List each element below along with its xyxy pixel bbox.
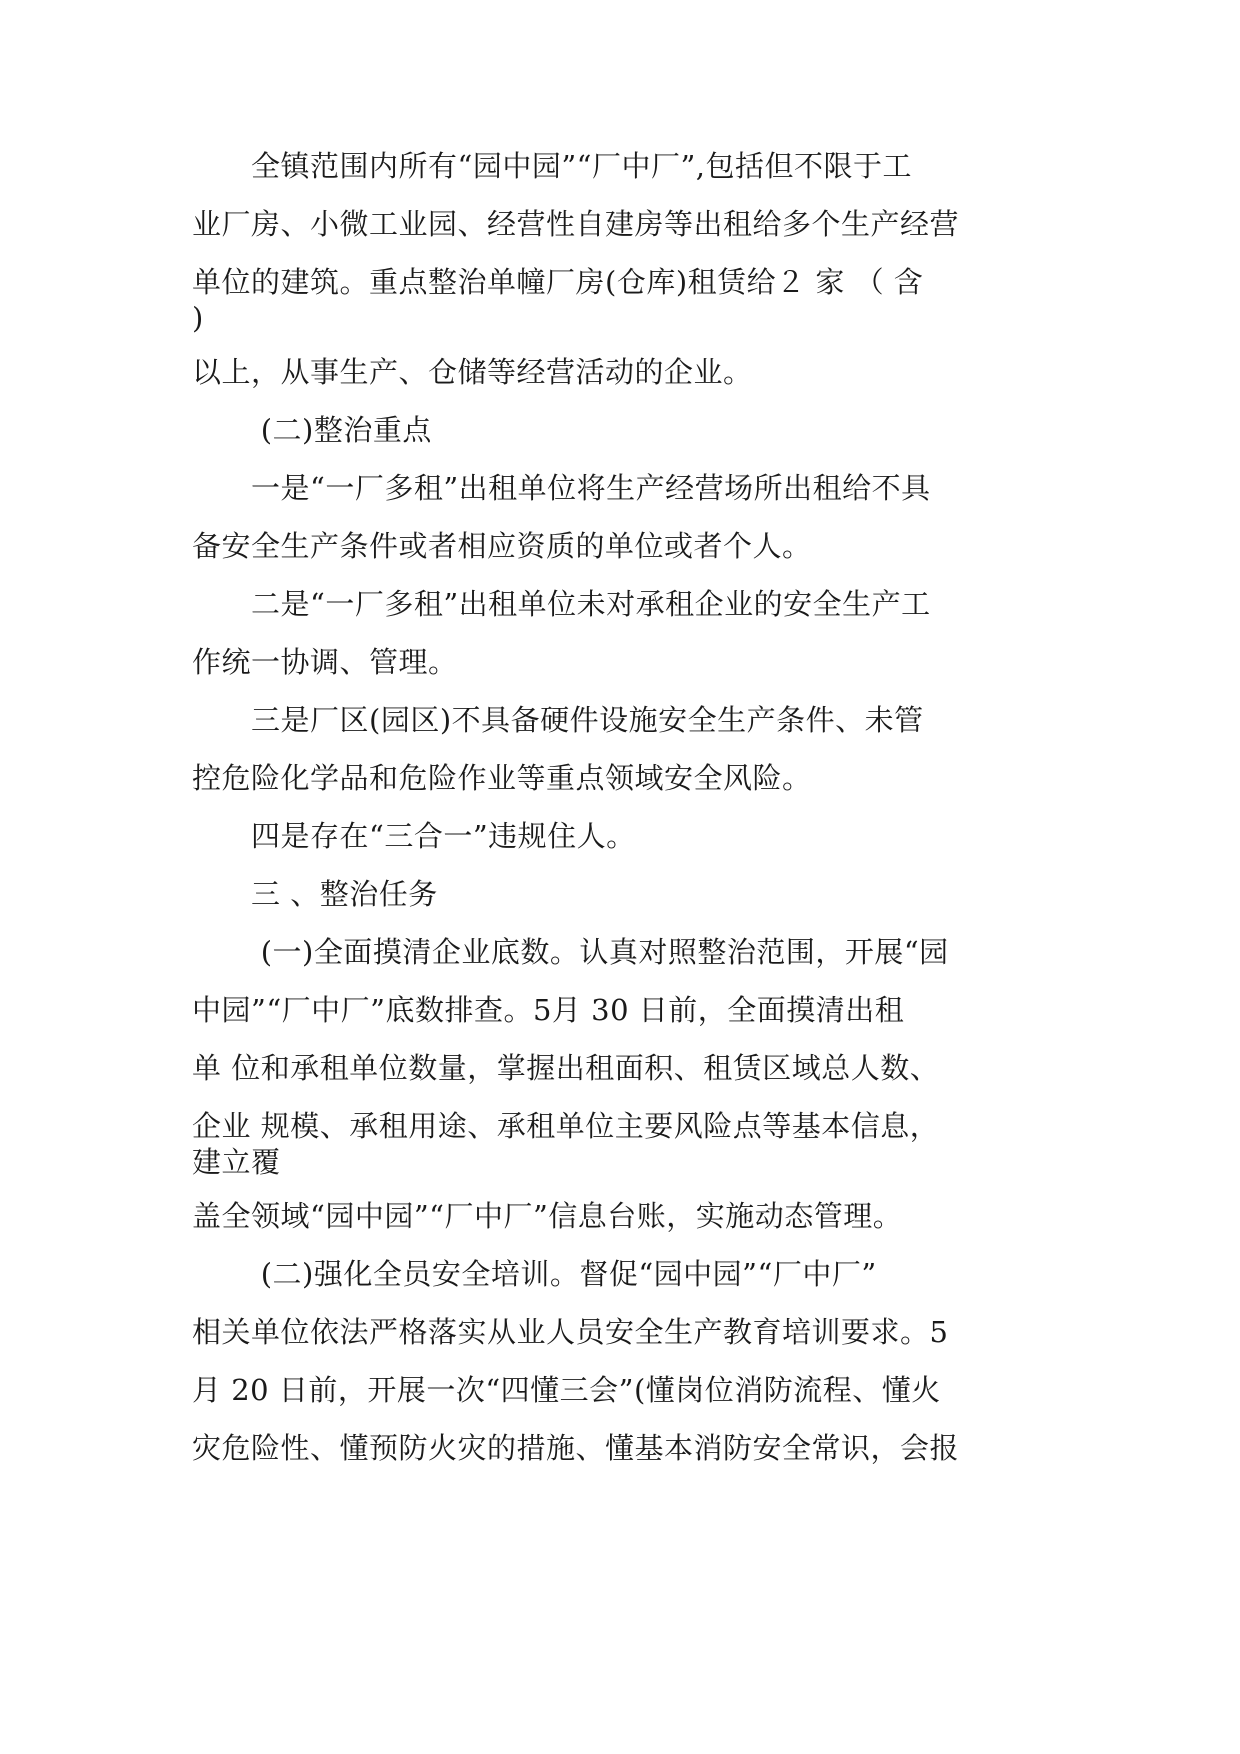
text-line: (二)强化全员安全培训。督促“园中园”“厂中厂” <box>192 1257 877 1291</box>
text-line: 备安全生产条件或者相应资质的单位或者个人。 <box>192 529 812 563</box>
text-line: 建立覆 <box>192 1145 281 1179</box>
text-line: 灾危险性、懂预防火灾的措施、懂基本消防安全常识，会报 <box>192 1431 960 1465</box>
text-line: 月 20 日前，开展一次“四懂三会”(懂岗位消防流程、懂火 <box>192 1373 941 1407</box>
text-line: 中园”“厂中厂”底数排查。5月 30 日前，全面摸清出租 <box>192 993 905 1027</box>
text-line: 盖全领域“园中园”“厂中厂”信息台账，实施动态管理。 <box>192 1199 903 1233</box>
text-line: 作统一协调、管理。 <box>192 645 458 679</box>
text-line: 相关单位依法严格落实从业人员安全生产教育培训要求。5 <box>192 1315 949 1349</box>
text-line: 控危险化学品和危险作业等重点领域安全风险。 <box>192 761 812 795</box>
text-line: 业厂房、小微工业园、经营性自建房等出租给多个生产经营 <box>192 207 960 241</box>
section-heading: 三 、整治任务 <box>192 877 438 911</box>
text-line: (一)全面摸清企业底数。认真对照整治范围，开展“园 <box>192 935 949 969</box>
text-line: 四是存在“三合一”违规住人。 <box>192 819 636 853</box>
text-line: 三是厂区(园区)不具备硬件设施安全生产条件、未管 <box>192 703 924 737</box>
text-line: ) <box>192 301 204 335</box>
text-line: 二是“一厂多租”出租单位未对承租企业的安全生产工 <box>192 587 931 621</box>
text-line: 一是“一厂多租”出租单位将生产经营场所出租给不具 <box>192 471 931 505</box>
section-heading: (二)整治重点 <box>192 413 432 447</box>
text-line: 单位的建筑。重点整治单幢厂房(仓库)租赁给２ 家 （ 含 <box>192 265 924 299</box>
text-line: 以上，从事生产、仓储等经营活动的企业。 <box>192 355 753 389</box>
text-line: 全镇范围内所有“园中园”“厂中厂”,包括但不限于工 <box>192 149 913 183</box>
text-line: 单 位和承租单位数量，掌握出租面积、租赁区域总人数、 <box>192 1051 940 1085</box>
text-line: 企业 规模、承租用途、承租单位主要风险点等基本信息， <box>192 1109 940 1143</box>
